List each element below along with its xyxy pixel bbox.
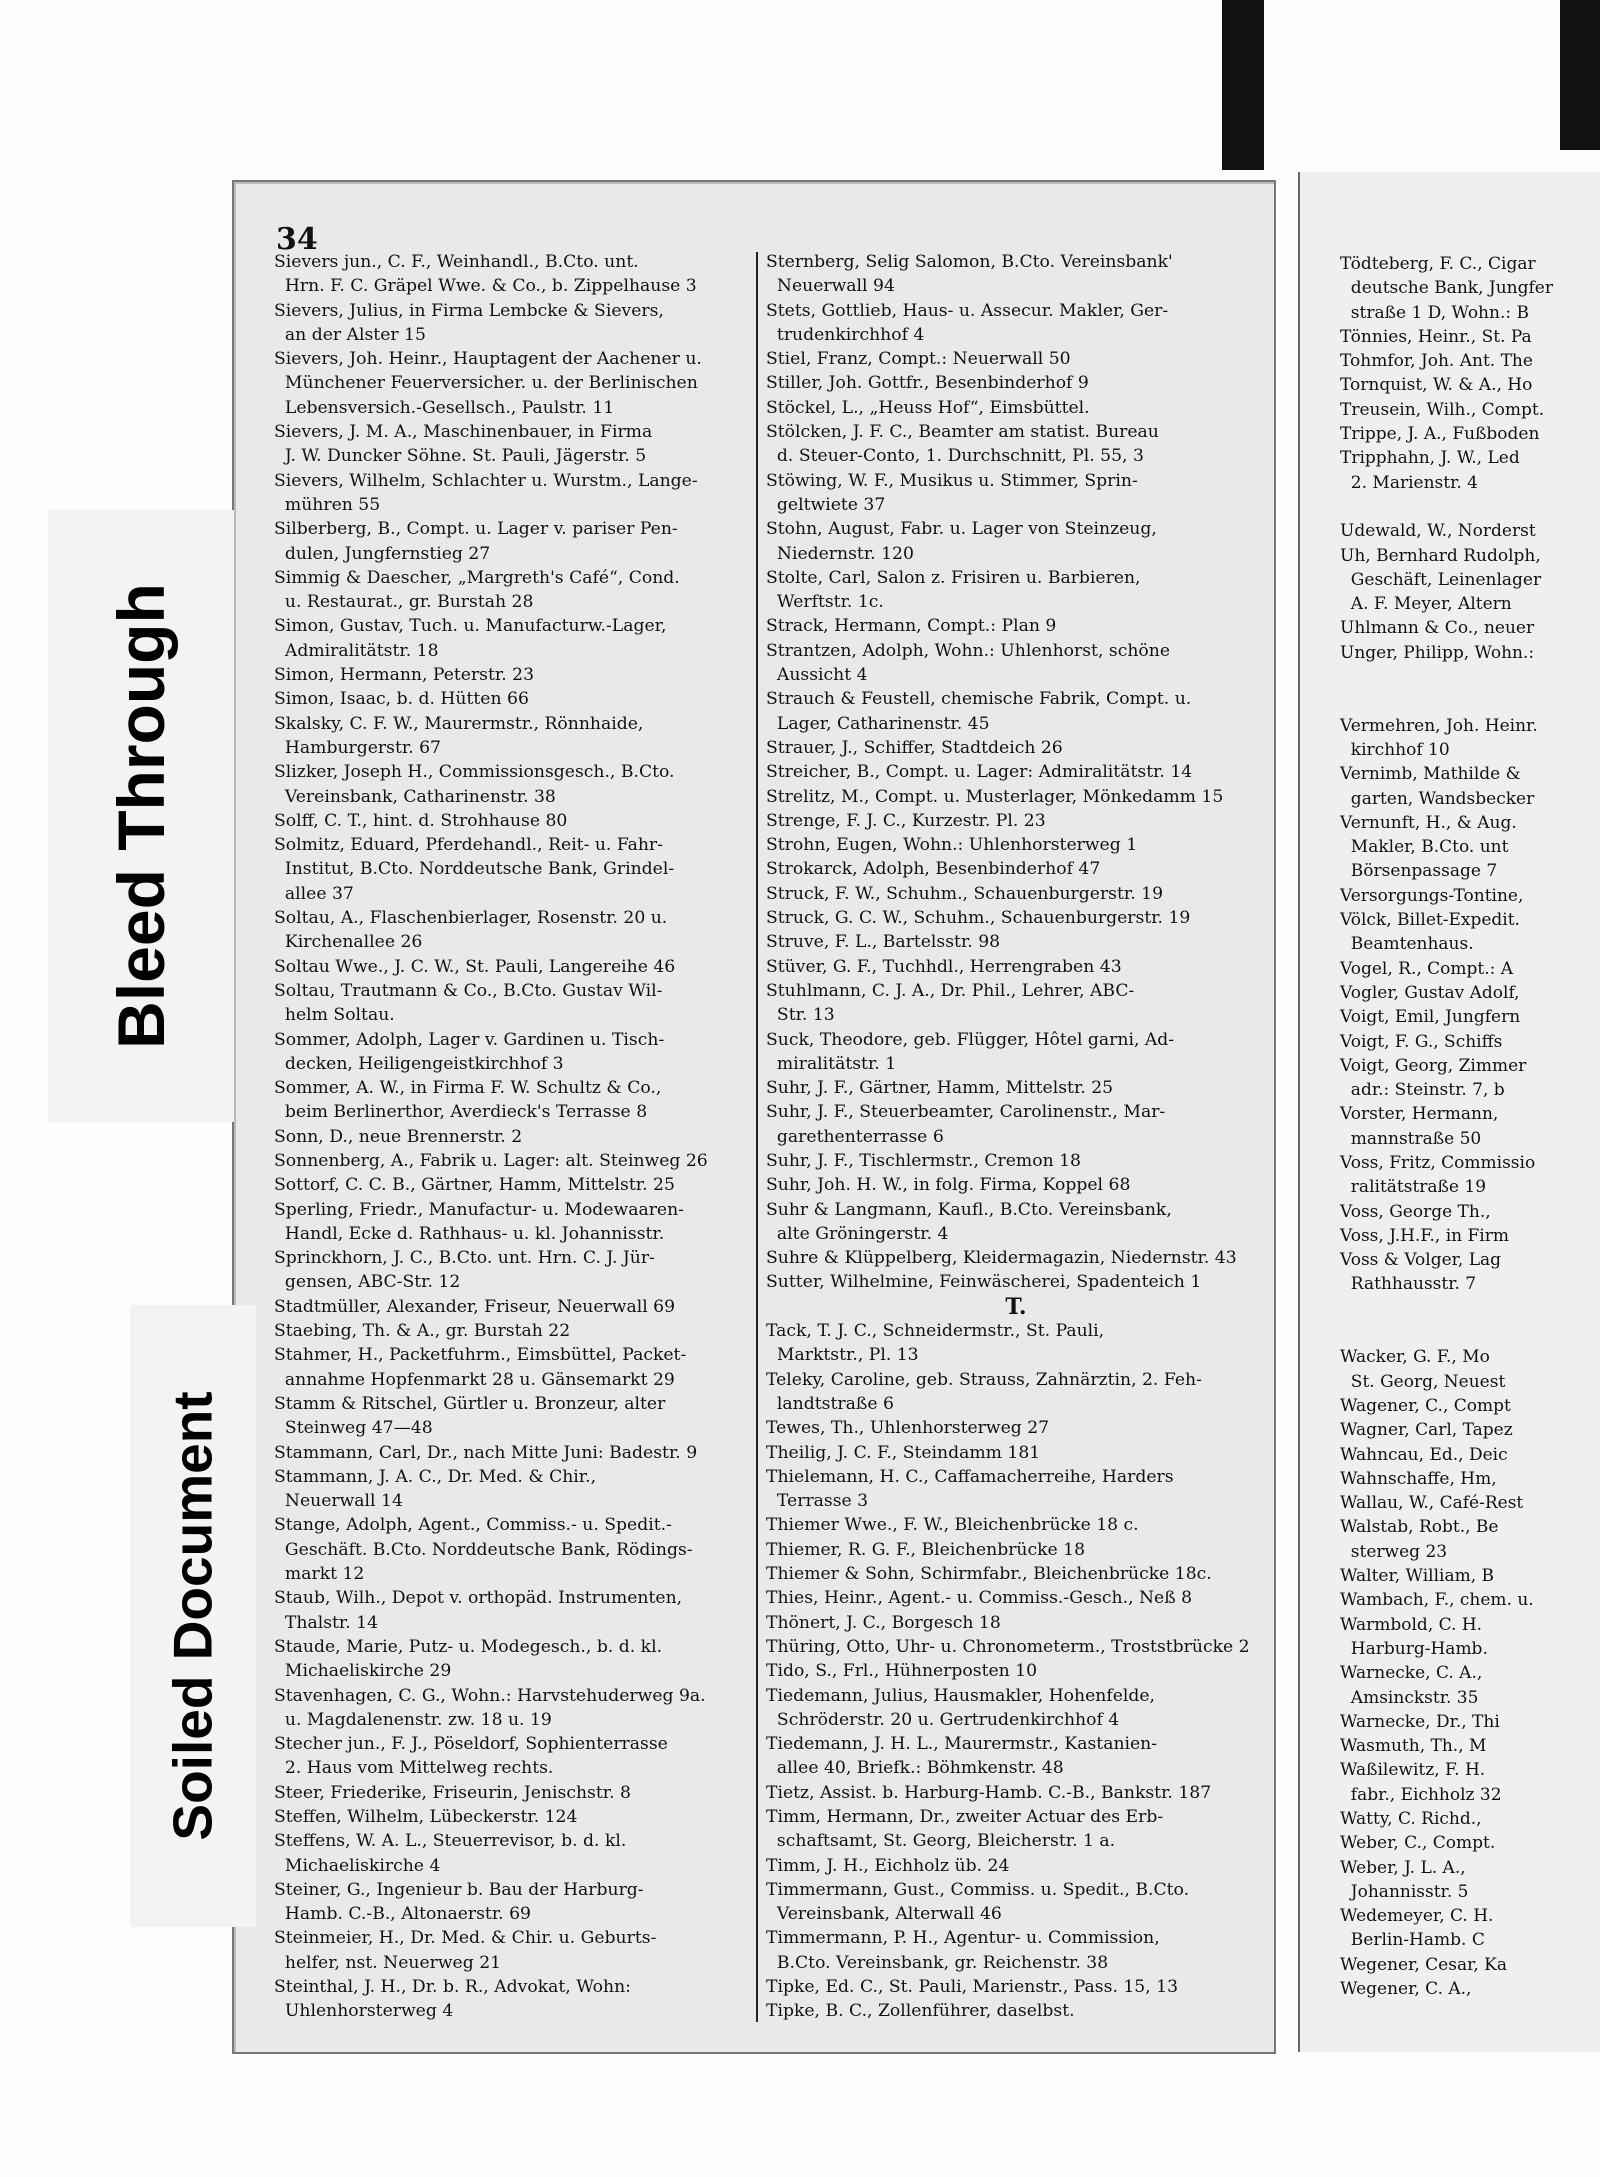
directory-entry-line: Simon, Gustav, Tuch. u. Manufacturw.-Lager,: [274, 616, 667, 637]
directory-entry-line: Stahmer, H., Packetfuhrm., Eimsbüttel, Packet-: [274, 1345, 687, 1366]
directory-entry-line: Soltau Wwe., J. C. W., St. Pauli, Langereihe 46: [274, 956, 676, 977]
directory-entry-line: Tripphahn, J. W., Led: [1340, 448, 1520, 469]
directory-entry-line: Harburg-Hamb.: [1340, 1638, 1494, 1659]
directory-entry-line: B.Cto. Vereinsbank, gr. Reichenstr. 38: [766, 1952, 1109, 1973]
directory-entry-line: Thalstr. 14: [274, 1612, 379, 1633]
directory-entry-line: Timm, Hermann, Dr., zweiter Actuar des Erb-: [766, 1807, 1164, 1827]
directory-entry-line: kirchhof 10: [1340, 739, 1450, 760]
directory-entry-line: Strelitz, M., Compt. u. Musterlager, Mönkedamm 15: [766, 786, 1224, 807]
directory-entry-line: Sonn, D., neue Brennerstr. 2: [274, 1126, 523, 1147]
directory-entry-line: St. Georg, Neuest: [1340, 1371, 1506, 1392]
directory-entry-line: Tietz, Assist. b. Harburg-Hamb. C.-B., Bankstr. 187: [766, 1782, 1212, 1803]
directory-entry-line: Vereinsbank, Catharinenstr. 38: [274, 786, 556, 807]
directory-entry-line: Warmbold, C. H.: [1340, 1614, 1488, 1635]
directory-entry-line: Vermehren, Joh. Heinr.: [1340, 715, 1538, 736]
directory-entry-line: Simon, Isaac, b. d. Hütten 66: [274, 689, 529, 710]
directory-entry-line: Thiemer, R. G. F., Bleichenbrücke 18: [766, 1539, 1086, 1560]
directory-entry-line: Wambach, F., chem. u.: [1340, 1590, 1534, 1611]
directory-entry-line: d. Steuer-Conto, 1. Durchschnitt, Pl. 55, 3: [766, 446, 1144, 467]
directory-entry-line: Wacker, G. F., Mo: [1340, 1347, 1490, 1368]
directory-entry-line: Tornquist, W. & A., Ho: [1340, 375, 1533, 396]
directory-entry-line: Tipke, B. C., Zollenführer, daselbst.: [766, 2001, 1075, 2022]
directory-entry-line: Stange, Adolph, Agent., Commiss.- u. Spedit.-: [274, 1515, 672, 1536]
directory-entry-line: Udewald, W., Norderst: [1340, 521, 1536, 542]
directory-entry-line: Wahnschaffe, Hm,: [1340, 1468, 1503, 1489]
directory-entry-line: Stüver, G. F., Tuchhdl., Herrengraben 43: [766, 956, 1122, 977]
directory-entry-line: Stöckel, L., „Heuss Hof“, Eimsbüttel.: [766, 397, 1090, 418]
directory-entry-line: Admiralitätstr. 18: [274, 640, 439, 661]
directory-entry-line: miralitätstr. 1: [766, 1053, 897, 1074]
directory-entry-line: helfer, nst. Neuerweg 21: [274, 1952, 502, 1973]
directory-entry-line: Strantzen, Adolph, Wohn.: Uhlenhorst, schöne: [766, 640, 1170, 661]
directory-entry-line: Suhr, J. F., Gärtner, Hamm, Mittelstr. 25: [766, 1078, 1114, 1099]
directory-entry-line: Steinweg 47—48: [274, 1418, 433, 1439]
directory-entry-line: Strokarck, Adolph, Besenbinderhof 47: [766, 859, 1101, 880]
directory-entry-line: Tiedemann, Julius, Hausmakler, Hohenfelde,: [766, 1685, 1156, 1706]
directory-entry-line: Struck, F. W., Schuhm., Schauenburgerstr. 19: [766, 883, 1164, 904]
directory-entry-line: Thielemann, H. C., Caffamacherreihe, Harders: [766, 1466, 1174, 1487]
directory-entry-line: Wasmuth, Th., M: [1340, 1736, 1487, 1757]
directory-entry-line: Voss, J.H.F., in Firm: [1340, 1225, 1509, 1246]
directory-entry-line: Sperling, Friedr., Manufactur- u. Modewaaren-: [274, 1199, 684, 1220]
directory-entry-line: u. Restaurat., gr. Burstah 28: [274, 592, 534, 613]
directory-entry-line: Slizker, Joseph H., Commissionsgesch., B.Cto.: [274, 762, 675, 783]
directory-entry-line: Stammann, Carl, Dr., nach Mitte Juni: Badestr. 9: [274, 1442, 698, 1463]
binding-shadow-right: [1560, 0, 1600, 150]
directory-entry-line: Thies, Heinr., Agent.- u. Commiss.-Gesch., Neß 8: [766, 1588, 1193, 1609]
directory-entry-line: Tipke, Ed. C., St. Pauli, Marienstr., Pass. 15, 13: [766, 1977, 1179, 1998]
directory-entry-line: Struve, F. L., Bartelsstr. 98: [766, 932, 1001, 953]
directory-entry-line: Werftstr. 1c.: [766, 592, 884, 613]
directory-entry-line: adr.: Steinstr. 7, b: [1340, 1080, 1505, 1101]
directory-entry-line: Börsenpassage 7: [1340, 861, 1498, 882]
directory-entry-line: Stuhlmann, C. J. A., Dr. Phil., Lehrer, ABC-: [766, 980, 1135, 1001]
directory-entry-line: Str. 13: [766, 1005, 835, 1026]
directory-entry-line: Geschäft, Leinenlager: [1340, 569, 1542, 590]
directory-entry-line: [1340, 495, 1553, 519]
bleed-through-label: Bleed Through: [104, 583, 178, 1049]
directory-entry-line: Timmermann, Gust., Commiss. u. Spedit., B.Cto.: [766, 1879, 1190, 1900]
directory-entry-line: an der Alster 15: [274, 324, 426, 345]
directory-entry-line: Marktstr., Pl. 13: [766, 1345, 919, 1366]
directory-entry-line: Teleky, Caroline, geb. Strauss, Zahnärztin, 2. Feh-: [766, 1369, 1202, 1390]
directory-entry-line: schaftsamt, St. Georg, Bleicherstr. 1 a.: [766, 1831, 1116, 1852]
directory-entry-line: Sommer, Adolph, Lager v. Gardinen u. Tisch-: [274, 1029, 665, 1050]
directory-page: [232, 180, 1276, 2054]
directory-entry-line: Sievers, Julius, in Firma Lembcke & Sievers,: [274, 300, 664, 321]
directory-entry-line: straße 1 D, Wohn.: B: [1340, 302, 1529, 323]
directory-entry-line: Steffens, W. A. L., Steuerrevisor, b. d. kl.: [274, 1831, 627, 1852]
directory-entry-line: Vorster, Hermann,: [1340, 1104, 1499, 1125]
directory-entry-line: Wegener, Cesar, Ka: [1340, 1954, 1507, 1975]
directory-entry-line: 2. Marienstr. 4: [1340, 472, 1478, 493]
directory-entry-line: Stolte, Carl, Salon z. Frisiren u. Barbieren,: [766, 567, 1141, 588]
directory-entry-line: landtstraße 6: [766, 1393, 894, 1414]
directory-entry-line: Steinthal, J. H., Dr. b. R., Advokat, Wohn:: [274, 1977, 631, 1998]
directory-entry-line: sterweg 23: [1340, 1541, 1448, 1562]
directory-entry-line: Terrasse 3: [766, 1491, 869, 1512]
directory-entry-line: Warnecke, Dr., Thi: [1340, 1711, 1500, 1732]
directory-entry-line: Stecher jun., F. J., Pöseldorf, Sophienterrasse: [274, 1734, 668, 1755]
directory-entry-line: Stohn, August, Fabr. u. Lager von Steinzeug,: [766, 519, 1157, 540]
directory-entry-line: Stavenhagen, C. G., Wohn.: Harvstehuderweg 9a.: [274, 1685, 706, 1706]
directory-entry-line: Tohmfor, Joh. Ant. The: [1340, 351, 1533, 372]
directory-entry-line: Tödteberg, F. C., Cigar: [1340, 254, 1536, 274]
bleed-through-label-card: [48, 510, 234, 1122]
directory-entry-line: Völck, Billet-Expedit.: [1340, 910, 1520, 931]
directory-entry-line: Voigt, Emil, Jungfern: [1340, 1007, 1521, 1028]
directory-entry-line: Wahncau, Ed., Deic: [1340, 1444, 1508, 1465]
directory-entry-line: Vogler, Gustav Adolf,: [1340, 982, 1520, 1003]
soiled-document-label-card: [130, 1305, 256, 1927]
directory-entry-line: alte Gröningerstr. 4: [766, 1223, 949, 1244]
directory-entry-line: gensen, ABC-Str. 12: [274, 1272, 461, 1293]
directory-entry-line: Struck, G. C. W., Schuhm., Schauenburgerstr. 19: [766, 908, 1191, 929]
directory-entry-line: Stölcken, J. F. C., Beamter am statist. Bureau: [766, 422, 1159, 443]
directory-entry-line: deutsche Bank, Jungfer: [1340, 278, 1553, 299]
directory-entry-line: Thiemer & Sohn, Schirmfabr., Bleichenbrücke 18c.: [766, 1564, 1212, 1585]
directory-entry-line: Thiemer Wwe., F. W., Bleichenbrücke 18 c.: [766, 1515, 1139, 1536]
directory-entry-line: Kirchenallee 26: [274, 932, 423, 953]
directory-entry-line: Weber, J. L. A.,: [1340, 1857, 1472, 1878]
directory-entry-line: Strenge, F. J. C., Kurzestr. Pl. 23: [766, 810, 1046, 831]
directory-entry-line: Tiedemann, J. H. L., Maurermstr., Kastanien-: [766, 1734, 1158, 1755]
directory-entry-line: Versorgungs-Tontine,: [1340, 885, 1524, 906]
column-divider: [756, 252, 758, 2022]
directory-entry-line: Tido, S., Frl., Hühnerposten 10: [766, 1661, 1038, 1682]
directory-entry-line: Berlin-Hamb. C: [1340, 1930, 1485, 1951]
directory-entry-line: Warnecke, C. A.,: [1340, 1663, 1488, 1684]
directory-entry-line: Neuerwall 94: [766, 276, 895, 297]
directory-entry-line: Schröderstr. 20 u. Gertrudenkirchhof 4: [766, 1709, 1120, 1730]
directory-entry-line: Neuerwall 14: [274, 1491, 403, 1512]
directory-entry-line: Staub, Wilh., Depot v. orthopäd. Instrumenten,: [274, 1588, 683, 1609]
directory-entry-line: Stamm & Ritschel, Gürtler u. Bronzeur, alter: [274, 1393, 666, 1414]
directory-entry-line: Aussicht 4: [766, 665, 868, 686]
directory-entry-line: Sottorf, C. C. B., Gärtner, Hamm, Mittelstr. 25: [274, 1175, 675, 1196]
directory-entry-line: Wagener, C., Compt: [1340, 1395, 1511, 1416]
directory-entry-line: A. F. Meyer, Altern: [1340, 594, 1512, 615]
directory-entry-line: [1340, 1321, 1553, 1345]
directory-entry-line: Hamb. C.-B., Altonaerstr. 69: [274, 1904, 531, 1925]
directory-entry-line: Stammann, J. A. C., Dr. Med. & Chir.,: [274, 1466, 597, 1487]
directory-entry-line: Stiel, Franz, Compt.: Neuerwall 50: [766, 349, 1071, 370]
directory-entry-line: Niedernstr. 120: [766, 543, 914, 564]
directory-entry-line: Voss, Fritz, Commissio: [1340, 1152, 1536, 1173]
directory-entry-line: Handl, Ecke d. Rathhaus- u. kl. Johannisstr.: [274, 1223, 665, 1244]
directory-entry-line: garethenterrasse 6: [766, 1126, 944, 1147]
directory-entry-line: [1340, 1297, 1553, 1321]
directory-entry-line: Voigt, Georg, Zimmer: [1340, 1055, 1527, 1076]
directory-entry-line: Simmig & Daescher, „Margreth's Café“, Cond.: [274, 567, 680, 588]
directory-entry-line: Hamburgerstr. 67: [274, 737, 441, 758]
directory-entry-line: beim Berlinerthor, Averdieck's Terrasse 8: [274, 1102, 648, 1123]
directory-entry-line: Steiner, G., Ingenieur b. Bau der Harburg-: [274, 1879, 644, 1900]
directory-entry-line: Weber, C., Compt.: [1340, 1833, 1496, 1854]
directory-entry-line: Vogel, R., Compt.: A: [1340, 958, 1514, 979]
directory-entry-line: Sievers, Joh. Heinr., Hauptagent der Aachener u.: [274, 349, 702, 370]
directory-entry-line: annahme Hopfenmarkt 28 u. Gänsemarkt 29: [274, 1369, 675, 1390]
directory-entry-line: Walter, William, B: [1340, 1566, 1495, 1587]
directory-entry-line: Suck, Theodore, geb. Flügger, Hôtel garni, Ad-: [766, 1029, 1175, 1050]
directory-entry-line: dulen, Jungfernstieg 27: [274, 543, 491, 564]
directory-entry-line: [1340, 689, 1553, 713]
directory-entry-line: Uh, Bernhard Rudolph,: [1340, 545, 1541, 566]
directory-entry-line: Lebensversich.-Gesellsch., Paulstr. 11: [274, 397, 615, 418]
directory-entry-line: Streicher, B., Compt. u. Lager: Admiralitätstr. 14: [766, 762, 1193, 783]
directory-entry-line: Silberberg, B., Compt. u. Lager v. pariser Pen-: [274, 519, 678, 540]
directory-entry-line: Voigt, F. G., Schiffs: [1340, 1031, 1503, 1052]
directory-entry-line: Vernunft, H., & Aug.: [1340, 812, 1517, 833]
directory-entry-line: Soltau, A., Flaschenbierlager, Rosenstr. 20 u.: [274, 908, 668, 929]
directory-entry-line: Waßilewitz, F. H.: [1340, 1760, 1491, 1781]
directory-entry-line: Vernimb, Mathilde &: [1340, 764, 1527, 785]
directory-entry-line: Sprinckhorn, J. C., B.Cto. unt. Hrn. C. J. Jür-: [274, 1248, 655, 1269]
next-page-column: [1340, 252, 1553, 2001]
page-number: 34: [276, 222, 318, 257]
directory-entry-line: Tack, T. J. C., Schneidermstr., St. Pauli,: [766, 1321, 1105, 1342]
directory-entry-line: Rathhausstr. 7: [1340, 1274, 1477, 1295]
directory-entry-line: Wagner, Carl, Tapez: [1340, 1420, 1513, 1441]
directory-entry-line: Sievers jun., C. F., Weinhandl., B.Cto. unt.: [274, 252, 639, 272]
right-column: [766, 250, 1266, 2024]
directory-entry-line: markt 12: [274, 1564, 365, 1585]
directory-entry-line: Timm, J. H., Eichholz üb. 24: [766, 1855, 1010, 1876]
directory-entry-line: Wallau, W., Café-Rest: [1340, 1493, 1524, 1514]
directory-entry-line: Sievers, J. M. A., Maschinenbauer, in Firma: [274, 422, 653, 443]
directory-entry-line: Tönnies, Heinr., St. Pa: [1340, 326, 1532, 347]
directory-entry-line: mühren 55: [274, 494, 381, 515]
directory-entry-line: Unger, Philipp, Wohn.:: [1340, 642, 1535, 663]
directory-entry-line: Suhr, Joh. H. W., in folg. Firma, Koppel 68: [766, 1175, 1131, 1196]
directory-entry-line: Staude, Marie, Putz- u. Modegesch., b. d. kl.: [274, 1636, 663, 1657]
directory-entry-line: mannstraße 50: [1340, 1128, 1482, 1149]
directory-entry-line: [1340, 665, 1553, 689]
directory-entry-line: Sutter, Wilhelmine, Feinwäscherei, Spadenteich 1: [766, 1272, 1202, 1293]
directory-entry-line: Watty, C. Richd.,: [1340, 1809, 1482, 1829]
directory-entry-line: Stadtmüller, Alexander, Friseur, Neuerwall 69: [274, 1296, 676, 1317]
directory-entry-line: Treusein, Wilh., Compt.: [1340, 399, 1545, 420]
directory-entry-line: Thönert, J. C., Borgesch 18: [766, 1612, 1001, 1633]
directory-entry-line: allee 40, Briefk.: Böhmkenstr. 48: [766, 1758, 1064, 1779]
directory-entry-line: Suhr & Langmann, Kaufl., B.Cto. Vereinsbank,: [766, 1199, 1172, 1220]
directory-entry-line: Voss & Volger, Lag: [1340, 1250, 1502, 1271]
directory-entry-line: Beamtenhaus.: [1340, 934, 1474, 955]
binding-shadow-top: [1222, 0, 1264, 170]
directory-entry-line: Stets, Gottlieb, Haus- u. Assecur. Makler, Ger-: [766, 300, 1169, 321]
directory-entry-line: garten, Wandsbecker: [1340, 788, 1535, 809]
directory-entry-line: Vereinsbank, Alterwall 46: [766, 1904, 1002, 1925]
directory-entry-line: trudenkirchhof 4: [766, 324, 925, 345]
directory-entry-line: geltwiete 37: [766, 494, 886, 515]
directory-entry-line: Timmermann, P. H., Agentur- u. Commission,: [766, 1928, 1160, 1949]
directory-entry-line: Suhr, J. F., Tischlermstr., Cremon 18: [766, 1150, 1081, 1171]
directory-entry-line: Institut, B.Cto. Norddeutsche Bank, Grindel-: [274, 859, 675, 880]
directory-entry-line: ralitätstraße 19: [1340, 1177, 1487, 1198]
directory-entry-line: Theilig, J. C. F., Steindamm 181: [766, 1442, 1041, 1463]
directory-entry-line: Steffen, Wilhelm, Lübeckerstr. 124: [274, 1807, 578, 1827]
directory-entry-line: Thüring, Otto, Uhr- u. Chronometerm., Troststbrücke 2: [766, 1636, 1250, 1657]
directory-entry-line: Skalsky, C. F. W., Maurermstr., Rönnhaide,: [274, 713, 644, 734]
directory-entry-line: Michaeliskirche 29: [274, 1661, 452, 1682]
directory-entry-line: Uhlenhorsterweg 4: [274, 2001, 454, 2022]
directory-entry-line: Amsinckstr. 35: [1340, 1687, 1479, 1708]
soiled-document-label: Soiled Document: [162, 1391, 224, 1841]
directory-entry-line: Sonnenberg, A., Fabrik u. Lager: alt. Steinweg 26: [274, 1150, 708, 1171]
directory-entry-line: Walstab, Robt., Be: [1340, 1517, 1499, 1538]
directory-entry-line: decken, Heiligengeistkirchhof 3: [274, 1053, 564, 1074]
directory-entry-line: Steer, Friederike, Friseurin, Jenischstr. 8: [274, 1782, 631, 1803]
directory-entry-line: J. W. Duncker Söhne. St. Pauli, Jägerstr. 5: [274, 446, 647, 467]
directory-entry-line: Stiller, Joh. Gottfr., Besenbinderhof 9: [766, 373, 1089, 394]
directory-entry-line: helm Soltau.: [274, 1005, 395, 1026]
directory-entry-line: T.: [1005, 1293, 1027, 1320]
directory-entry-line: Hrn. F. C. Gräpel Wwe. & Co., b. Zippelhause 3: [274, 276, 697, 297]
directory-entry-line: Wegener, C. A.,: [1340, 1979, 1477, 2000]
directory-entry-line: fabr., Eichholz 32: [1340, 1784, 1502, 1805]
directory-entry-line: Sternberg, Selig Salomon, B.Cto. Vereinsbank': [766, 252, 1173, 272]
directory-entry-line: Soltau, Trautmann & Co., B.Cto. Gustav Wil-: [274, 980, 663, 1001]
left-column: [274, 250, 744, 2024]
directory-entry-line: Tewes, Th., Uhlenhorsterweg 27: [766, 1418, 1050, 1439]
directory-entry-line: Lager, Catharinenstr. 45: [766, 713, 990, 734]
directory-entry-line: Johannisstr. 5: [1340, 1881, 1469, 1902]
directory-entry-line: Solmitz, Eduard, Pferdehandl., Reit- u. Fahr-: [274, 835, 663, 856]
directory-entry-line: Strack, Hermann, Compt.: Plan 9: [766, 616, 1057, 637]
next-page-partial: [1298, 172, 1600, 2052]
directory-entry-line: Wedemeyer, C. H.: [1340, 1906, 1499, 1927]
directory-entry-line: Steinmeier, H., Dr. Med. & Chir. u. Geburts-: [274, 1928, 657, 1949]
directory-entry-line: Michaeliskirche 4: [274, 1855, 441, 1876]
directory-entry-line: Suhr, J. F., Steuerbeamter, Carolinenstr., Mar-: [766, 1102, 1166, 1123]
directory-entry-line: Makler, B.Cto. unt: [1340, 837, 1509, 858]
directory-entry-line: Sommer, A. W., in Firma F. W. Schultz & Co.,: [274, 1078, 662, 1099]
directory-entry-line: Uhlmann & Co., neuer: [1340, 618, 1535, 639]
directory-entry-line: Voss, George Th.,: [1340, 1201, 1497, 1222]
directory-entry-line: Trippe, J. A., Fußboden: [1340, 424, 1540, 445]
directory-entry-line: u. Magdalenenstr. zw. 18 u. 19: [274, 1709, 552, 1730]
directory-entry-line: Simon, Hermann, Peterstr. 23: [274, 665, 535, 686]
directory-entry-line: Geschäft. B.Cto. Norddeutsche Bank, Rödings-: [274, 1539, 693, 1560]
directory-entry-line: allee 37: [274, 883, 354, 904]
directory-entry-line: Solff, C. T., hint. d. Strohhause 80: [274, 810, 568, 831]
directory-entry-line: Stöwing, W. F., Musikus u. Stimmer, Sprin-: [766, 470, 1138, 491]
directory-entry-line: Strauer, J., Schiffer, Stadtdeich 26: [766, 737, 1063, 758]
directory-entry-line: Staebing, Th. & A., gr. Burstah 22: [274, 1321, 571, 1342]
directory-entry-line: 2. Haus vom Mittelweg rechts.: [274, 1758, 554, 1779]
directory-entry-line: Suhre & Klüppelberg, Kleidermagazin, Niedernstr. 43: [766, 1248, 1237, 1269]
directory-entry-line: Sievers, Wilhelm, Schlachter u. Wurstm., Lange-: [274, 470, 698, 491]
directory-entry-line: Strauch & Feustell, chemische Fabrik, Compt. u.: [766, 689, 1192, 710]
directory-entry-line: Münchener Feuerversicher. u. der Berlinischen: [274, 373, 698, 394]
directory-entry-line: Strohn, Eugen, Wohn.: Uhlenhorsterweg 1: [766, 835, 1138, 856]
